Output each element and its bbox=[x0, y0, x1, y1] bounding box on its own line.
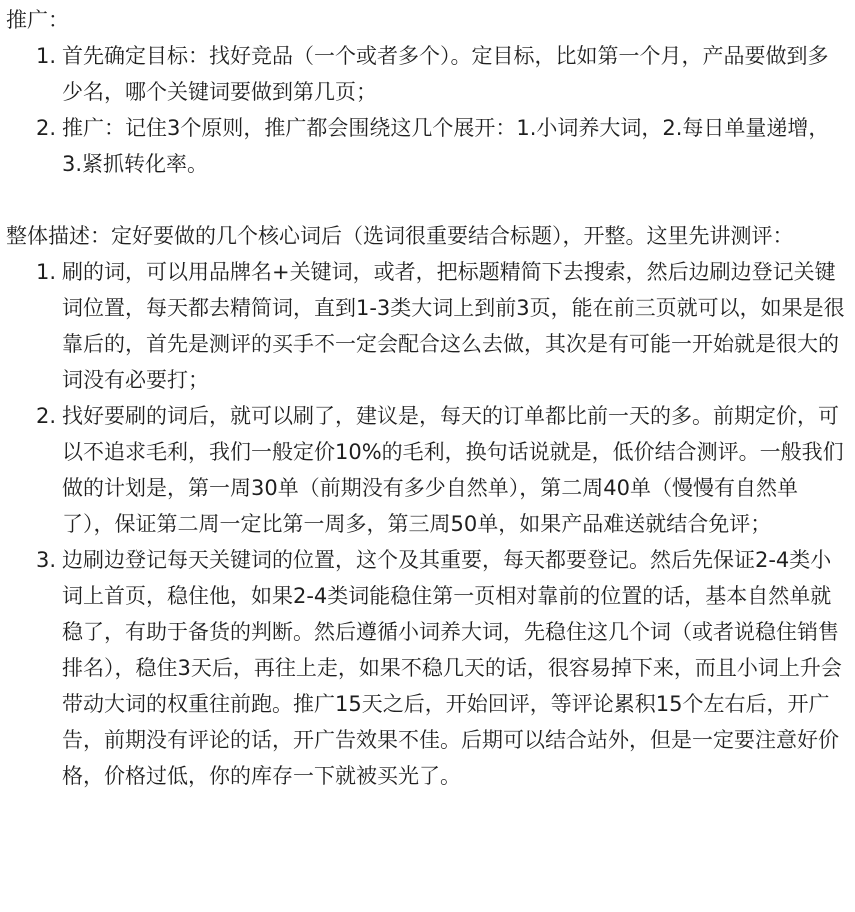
list-item-number: 1. bbox=[36, 44, 57, 68]
list-item-number: 1. bbox=[36, 260, 57, 284]
list-item bbox=[6, 110, 847, 182]
evaluation-list bbox=[6, 254, 847, 794]
list-item bbox=[6, 542, 847, 794]
list-item-number: 3. bbox=[36, 548, 57, 572]
list-item-text: 刷的词，可以用品牌名+关键词，或者，把标题精简下去搜索，然后边刷边登记关键词位置，每天都去精简词，直到1-3类大词上到前3页，能在前三页就可以，如果是很靠后的，首先是测评的买手不一定会配合这么去做，其次是有可能一开始就是很大的词没有必要打； bbox=[62, 260, 845, 392]
list-item-number: 2. bbox=[36, 116, 57, 140]
list-item-text: 找好要刷的词后，就可以刷了，建议是，每天的订单都比前一天的多。前期定价，可以不追求毛利，我们一般定价10%的毛利，换句话说就是，低价结合测评。一般我们做的计划是，第一周30单（前期没有多少自然单），第二周40单（慢慢有自然单了），保证第二周一定比第一周多，第三周50单，如果产品难送就结合免评； bbox=[62, 404, 844, 536]
list-item-number: 2. bbox=[36, 404, 57, 428]
list-item bbox=[6, 254, 847, 398]
overall-description: 整体描述：定好要做的几个核心词后（选词很重要结合标题），开整。这里先讲测评： bbox=[6, 224, 794, 248]
promotion-heading: 推广： bbox=[6, 8, 69, 32]
section-spacer bbox=[6, 182, 847, 218]
list-item-text: 边刷边登记每天关键词的位置，这个及其重要，每天都要登记。然后先保证2-4类小词上首页，稳住他，如果2-4类词能稳住第一页相对靠前的位置的话，基本自然单就稳了，有助于备货的判断。然后遵循小词养大词，先稳住这几个词（或者说稳住销售排名），稳住3天后，再往上走，如果不稳几天的话，很容易掉下来，而且小词上升会带动大词的权重往前跑。推广15天之后，开始回评，等评论累积15个左右后，开广告，前期没有评论的话，开广告效果不佳。后期可以结合站外，但是一定要注意好价格，价格过低，你的库存一下就被买光了。 bbox=[62, 548, 842, 788]
list-item-text: 推广：记住3个原则，推广都会围绕这几个展开：1.小词养大词，2.每日单量递增，3.紧抓转化率。 bbox=[62, 116, 830, 176]
list-item bbox=[6, 38, 847, 110]
promotion-list bbox=[6, 38, 847, 182]
list-item bbox=[6, 398, 847, 542]
list-item-text: 首先确定目标：找好竞品（一个或者多个）。定目标，比如第一个月，产品要做到多少名，哪个关键词要做到第几页； bbox=[62, 44, 829, 104]
